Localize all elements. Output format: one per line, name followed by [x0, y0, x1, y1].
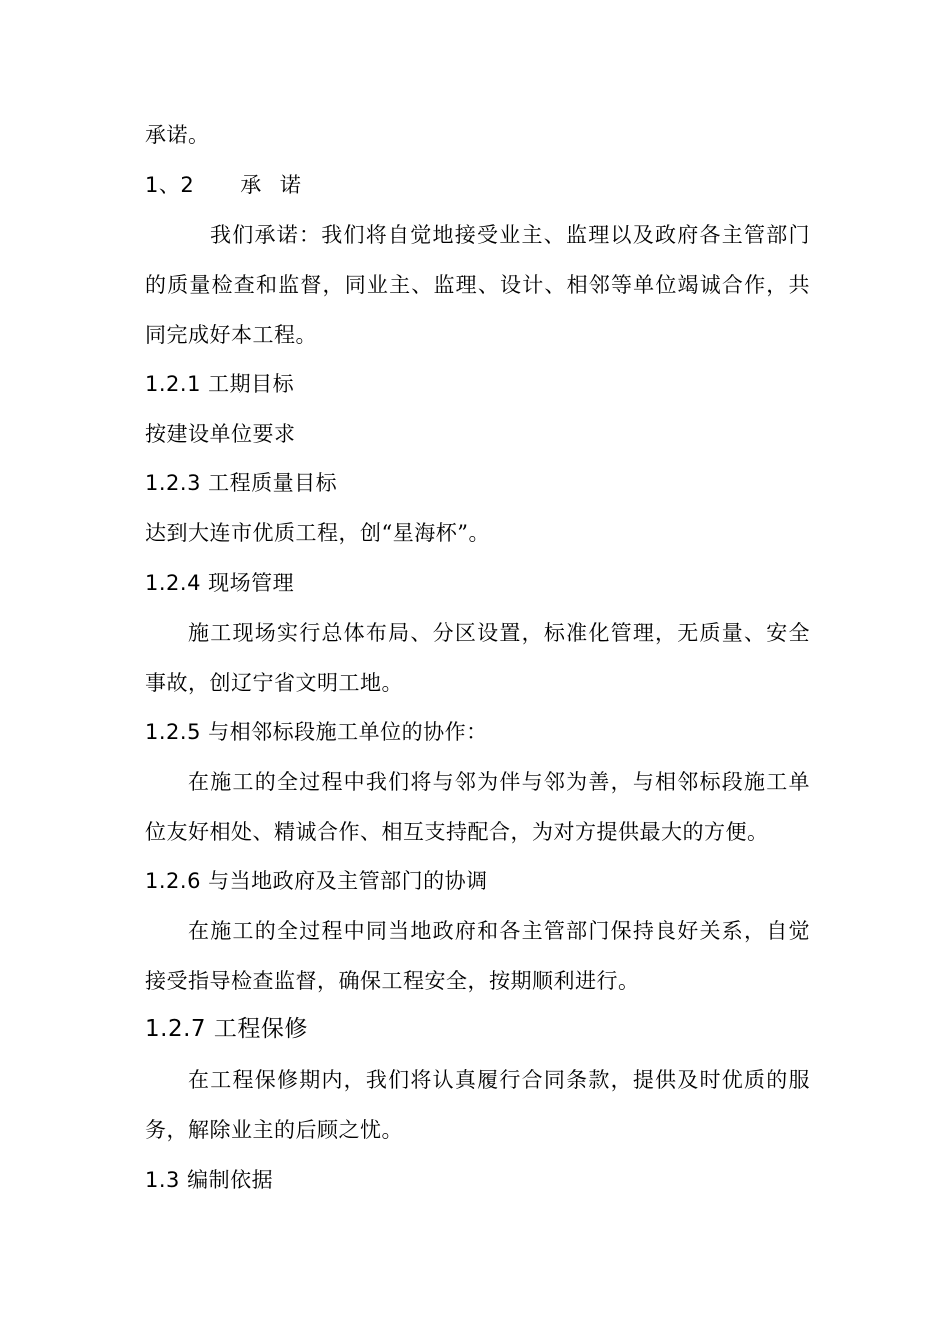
section-heading-1-2-3: 1.2.3 工程质量目标: [145, 471, 338, 495]
paragraph-line: 我们承诺：我们将自觉地接受业主、监理以及政府各主管部门: [210, 223, 810, 247]
paragraph-line: 接受指导检查监督，确保工程安全，按期顺利进行。: [145, 969, 640, 993]
section-title: 承 诺: [240, 173, 307, 197]
section-heading-1-2-6: 1.2.6 与当地政府及主管部门的协调: [145, 869, 488, 893]
section-heading-1-2-4: 1.2.4 现场管理: [145, 571, 295, 595]
paragraph-line: 事故，创辽宁省文明工地。: [145, 671, 403, 695]
paragraph-line: 务，解除业主的后顾之忧。: [145, 1118, 403, 1142]
paragraph-line: 在施工的全过程中我们将与邻为伴与邻为善，与相邻标段施工单: [188, 770, 810, 794]
paragraph-line: 达到大连市优质工程，创“星海杯”。: [145, 521, 490, 545]
section-body-bold: 按建设单位要求: [145, 422, 296, 446]
paragraph-continuation: 承诺。: [145, 123, 210, 147]
section-heading-1-2-1: 1.2.1 工期目标: [145, 372, 295, 396]
paragraph-line: 在工程保修期内，我们将认真履行合同条款，提供及时优质的服: [188, 1068, 810, 1092]
section-number: 1、2: [145, 173, 195, 197]
paragraph-line: 的质量检查和监督，同业主、监理、设计、相邻等单位竭诚合作，共: [145, 273, 810, 297]
section-heading-1-2-5: 1.2.5 与相邻标段施工单位的协作：: [145, 720, 488, 744]
section-heading-1-3: 1.3 编制依据: [145, 1168, 274, 1192]
section-heading-1-2-7: 1.2.7 工程保修: [145, 1016, 308, 1042]
paragraph-line: 施工现场实行总体布局、分区设置，标准化管理，无质量、安全: [188, 621, 810, 645]
paragraph-line: 在施工的全过程中同当地政府和各主管部门保持良好关系，自觉: [188, 919, 810, 943]
paragraph-line: 同完成好本工程。: [145, 323, 317, 347]
section-heading-1-2: [145, 160, 810, 210]
paragraph-line: 位友好相处、精诚合作、相互支持配合，为对方提供最大的方便。: [145, 820, 769, 844]
